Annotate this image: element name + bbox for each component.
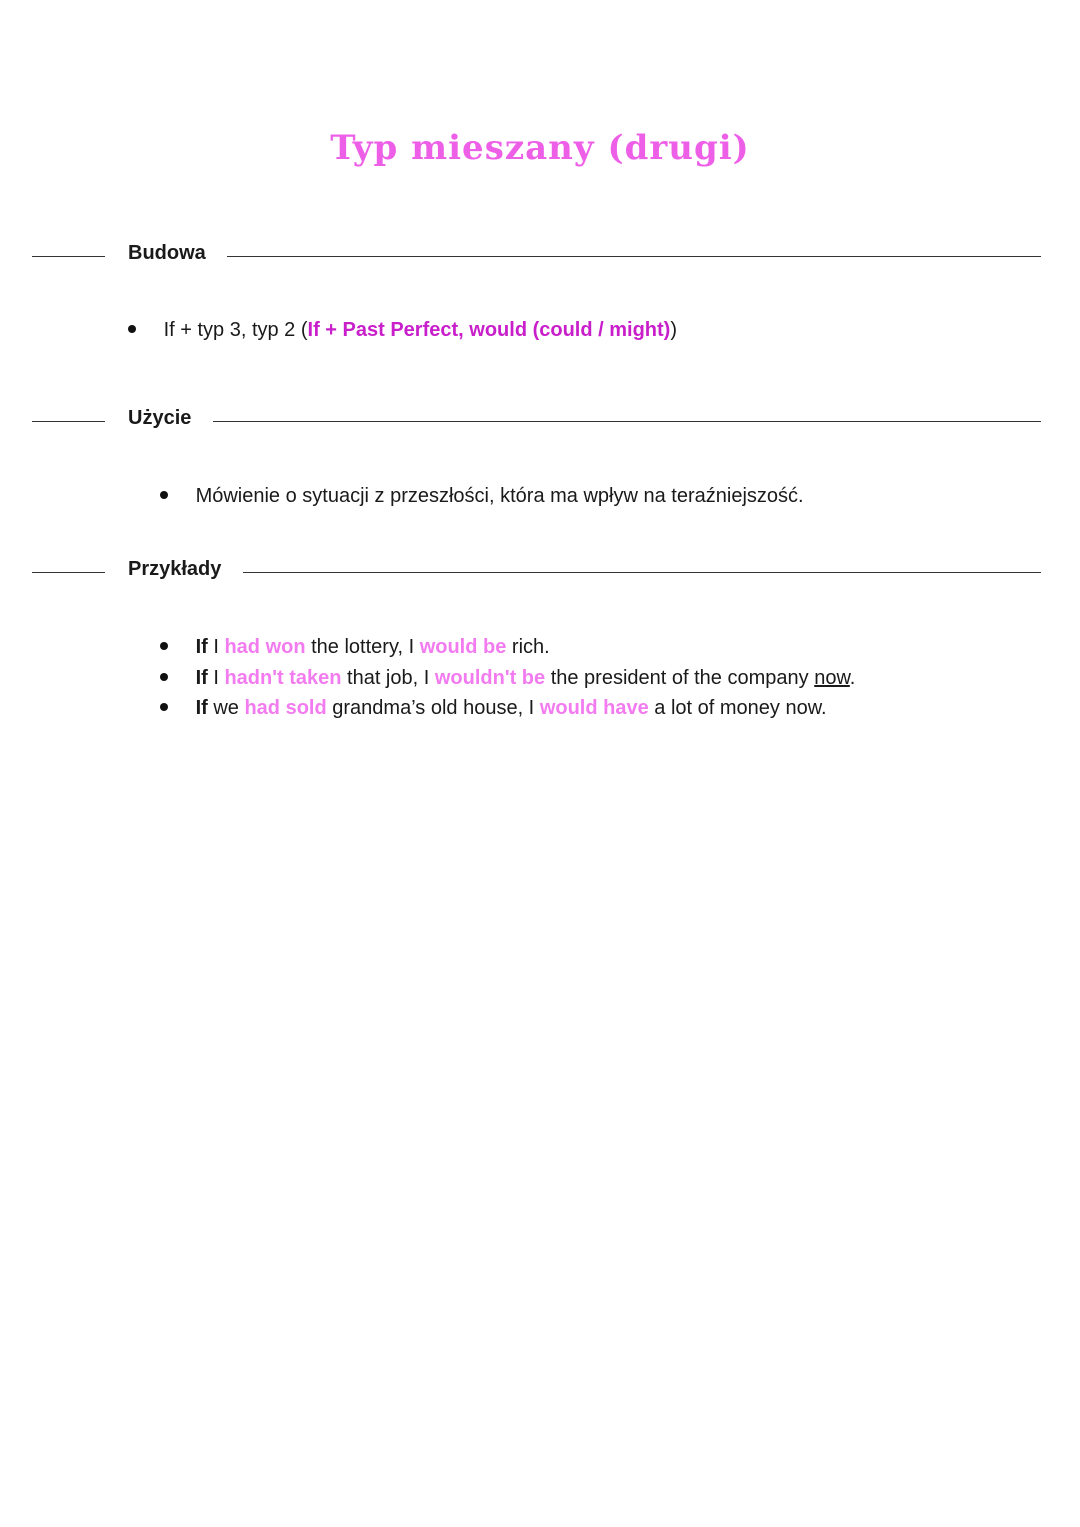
middle-text: the lottery, I <box>305 636 420 658</box>
section-uzycie <box>0 407 1080 437</box>
middle-text: grandma’s old house, I <box>326 697 540 719</box>
section-przyklady <box>0 558 1080 588</box>
list-item-example-1 <box>160 632 550 662</box>
end-text: a lot of money now. <box>648 697 827 719</box>
past-perfect-phrase: had sold <box>244 697 327 719</box>
if-word: If <box>195 667 208 689</box>
list-item-budowa <box>128 315 677 345</box>
section-budowa <box>0 242 1080 272</box>
past-perfect-phrase: had won <box>224 636 306 658</box>
conditional-phrase: would be <box>419 636 507 658</box>
end-text: rich. <box>506 636 550 658</box>
bullet-icon <box>160 703 168 711</box>
past-perfect-phrase: hadn't taken <box>224 667 342 689</box>
list-item-uzycie <box>160 481 804 511</box>
budowa-text-end: ) <box>670 319 678 341</box>
page-title: Typ mieszany (drugi) <box>330 128 750 168</box>
list-item-example-2 <box>160 663 855 693</box>
divider-right <box>227 256 1041 257</box>
subject: I <box>207 636 225 658</box>
subject: I <box>207 667 225 689</box>
uzycie-text: Mówienie o sytuacji z przeszłości, która ma wpływ na teraźniejszość. <box>195 485 804 507</box>
underlined-word: now <box>814 667 850 689</box>
divider-right <box>213 421 1041 422</box>
section-heading-przyklady: Przykłady <box>128 558 222 580</box>
conditional-phrase: wouldn't be <box>434 667 546 689</box>
subject: we <box>207 697 245 719</box>
budowa-formula: If + Past Perfect, would (could / might) <box>307 319 671 341</box>
divider-right <box>243 572 1041 573</box>
divider-left <box>32 421 105 422</box>
section-heading-uzycie: Użycie <box>128 407 192 429</box>
divider-left <box>32 572 105 573</box>
if-word: If <box>195 636 208 658</box>
bullet-icon <box>160 673 168 681</box>
divider-left <box>32 256 105 257</box>
bullet-icon <box>128 325 136 333</box>
bullet-icon <box>160 491 168 499</box>
list-item-example-3 <box>160 693 827 723</box>
budowa-text-start: If + typ 3, typ 2 ( <box>163 319 308 341</box>
tail-text: . <box>849 667 856 689</box>
bullet-icon <box>160 642 168 650</box>
middle-text: that job, I <box>341 667 435 689</box>
conditional-phrase: would have <box>539 697 649 719</box>
end-text: the president of the company <box>545 667 815 689</box>
if-word: If <box>195 697 208 719</box>
section-heading-budowa: Budowa <box>128 242 206 264</box>
